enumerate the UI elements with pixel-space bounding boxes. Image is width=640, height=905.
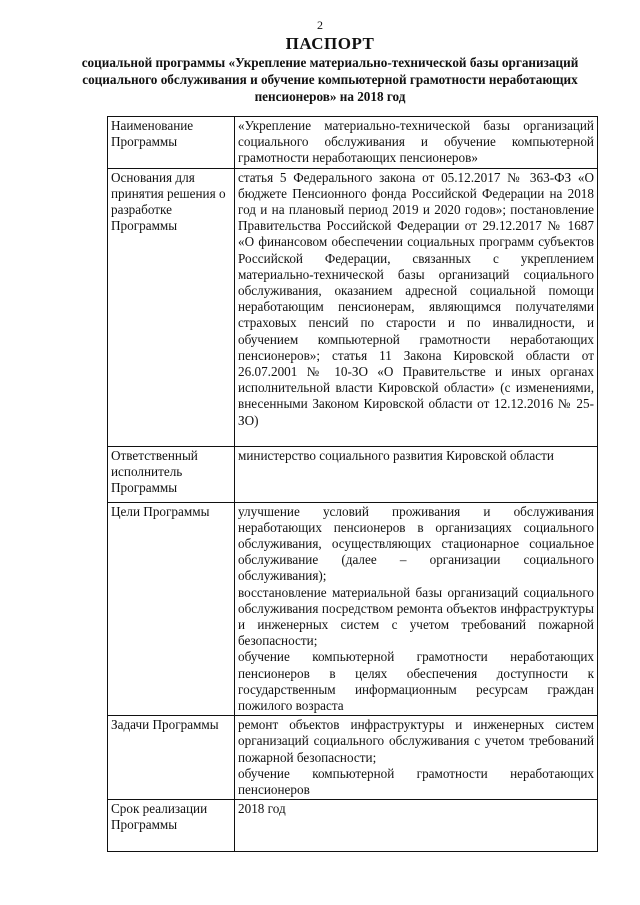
row-label: Ответственный исполнитель Программы — [108, 446, 235, 502]
row-label: Наименование Программы — [108, 117, 235, 169]
document-title: ПАСПОРТ — [285, 34, 375, 53]
row-value — [235, 502, 598, 716]
passport-table — [107, 116, 598, 852]
row-value-text: статья 5 Федерального закона от 05.12.2017 № 363-ФЗ «О бюджете Пенсионного фонда Российской Федерации на 2018 год и на плановый период 2019 и 2020 годов»; постановление Правительства Российской Федерации от 29.12.2017 № 1687 «О финансовом обеспечении социальных программ субъектов Российской Федерации, связанных с укреплением материально-технической базы организаций социального обслуживания, оказанием адресной социальной помощи неработающим пенсионерам, являющимся получателями страховых пенсий по старости и по инвалидности, и обучением компьютерной грамотности неработающих пенсионеров»; статья 11 Закона Кировской области от 26.07.2001 № 10-ЗО «О Правительстве и иных органах исполнительной власти Кировской области» (с изменениями, внесенными Законом Кировской области от 12.12.2016 № 25-ЗО) — [238, 169, 594, 428]
row-value-text: обучение компьютерной грамотности неработающих пенсионеров — [238, 765, 594, 798]
table-row — [108, 117, 598, 169]
table-row — [108, 502, 598, 716]
row-value — [235, 716, 598, 800]
document-subtitle: социальной программы «Укрепление материально-технической базы организаций социального обслуживания и обучение компьютерной грамотности неработающих пенсионеров» на 2018 год — [81, 55, 579, 104]
table-row — [108, 446, 598, 502]
row-label: Задачи Программы — [108, 716, 235, 800]
row-label: Основания для принятия решения о разработке Программы — [108, 168, 235, 446]
row-value-text: обучение компьютерной грамотности неработающих пенсионеров в целях обеспечения доступности к государственным информационным ресурсам граждан пожилого возраста — [238, 649, 594, 714]
document-heading — [70, 34, 590, 105]
row-value — [235, 168, 598, 446]
row-value-text: министерство социального развития Кировской области — [238, 447, 554, 463]
row-value — [235, 800, 598, 852]
row-value-text: «Укрепление материально-технической базы организаций социального обслуживания и обучение компьютерной грамотности неработающих пенсионеров» — [238, 118, 594, 166]
table-row — [108, 168, 598, 446]
page-number: 2 — [317, 18, 323, 32]
row-value — [235, 446, 598, 502]
table-row — [108, 716, 598, 800]
row-value — [235, 117, 598, 169]
row-value-text: ремонт объектов инфраструктуры и инженерных систем организаций социального обслуживания с учетом требований пожарной безопасности; — [238, 717, 594, 765]
row-value-text: восстановление материальной базы организаций социального обслуживания посредством ремонта объектов инфраструктуры и инженерных систем с учетом требований пожарной безопасности; — [238, 584, 594, 649]
row-label: Срок реализации Программы — [108, 800, 235, 852]
row-value-text: улучшение условий проживания и обслуживания неработающих пенсионеров в организациях социального обслуживания, осуществляющих стационарное социальное обслуживание (далее – организации социального обслуживания); — [238, 503, 594, 584]
row-value-text: 2018 год — [238, 801, 286, 817]
row-label: Цели Программы — [108, 502, 235, 716]
table-row — [108, 800, 598, 852]
